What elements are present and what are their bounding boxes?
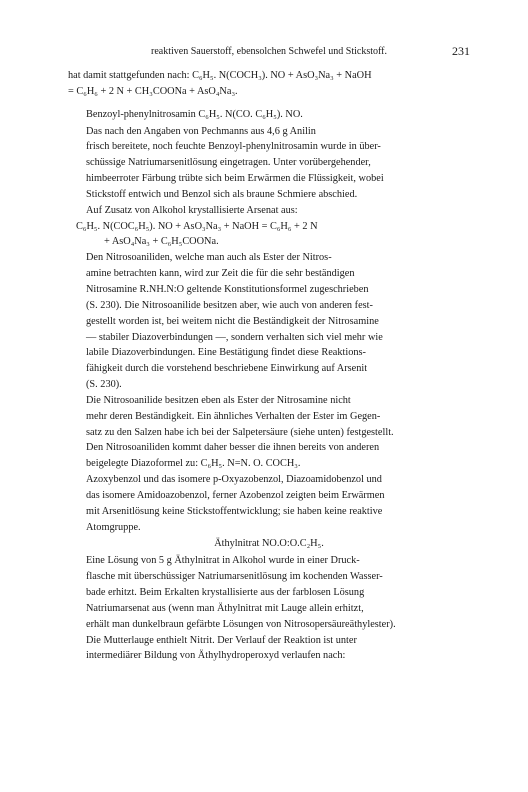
equation-line: hat damit stattgefunden nach: C₆H₅. N(COCH₃). NO + AsO₃Na₃ + NaOH [68,70,372,81]
paragraph-5 [68,553,470,664]
text-line: Die Nitrosoanilide besitzen eben als Ester der Nitrosamine nicht [86,394,351,406]
text-line: Stickstoff entwich und Benzol sich als braune Schmiere abschied. [86,188,358,200]
text-line: labile Diazoverbindungen. Eine Bestätigung findet diese Reaktions- [86,347,366,359]
equation-line: + AsO₄Na₃ + C₆H₅COONa. [104,236,219,248]
text-line: — stabiler Diazoverbindungen —, sondern verhalten sich viel mehr wie [86,331,383,343]
text-line: gestellt worden ist, bei weitem nicht die Beständigkeit der Nitrosamine [86,315,379,327]
text-line: erhält man dunkelbraun gefärbte Lösungen von Nitrosopersäureäthylester). [86,618,396,630]
equation-2 [68,219,470,251]
text-line: Den Nitrosoaniliden, welche man auch als Ester der Nitros- [86,252,332,264]
text-line: Die Mutterlauge enthielt Nitrit. Der Verlauf der Reaktion ist unter [86,634,357,646]
paragraph-1 [68,124,470,219]
text-line: Atomgruppe. [86,521,141,533]
paragraph-3 [68,393,470,472]
text-line: mehr deren Beständigkeit. Ein ähnliches Verhalten der Ester im Gegen- [86,410,381,422]
text-line: intermediärer Bildung von Äthylhydroperoxyd verlaufen nach: [86,650,346,662]
text-line: fähigkeit durch die vorstehend beschriebene Einwirkung auf Arsenit [86,363,368,375]
section-title-benzoyl-phenylnitrosamin: Benzoyl-phenylnitrosamin C₆H₅. N(CO. C₆H₅). NO. [86,108,303,120]
text-line: flasche mit überschüssiger Natriumarsenitlösung im kochenden Wasser- [86,571,383,583]
text-line: frisch bereitete, noch feuchte Benzoyl-phenylnitrosamin wurde in über- [86,141,381,153]
intro-equation [68,68,470,100]
equation-line: C₆H₅. N(COC₆H₅). NO + AsO₃Na₃ + NaOH = C₆H₆ + 2 N [76,220,318,232]
text-line: beigelegte Diazoformel zu: C₆H₅. N=N. O. COCH₃. [86,458,301,470]
section-title-aethylnitrat: Äthylnitrat NO.O:O.C₂H₅. [214,538,324,550]
text-line: Eine Lösung von 5 g Äthylnitrat in Alkohol wurde in einer Druck- [86,555,360,567]
text-line: mit Arsenitlösung keine Stickstoffentwicklung; sie haben keine reaktive [86,505,383,517]
text-line: Das nach den Angaben von Pechmanns aus 4,6 g Anilin [86,125,316,137]
text-line: Den Nitrosoaniliden kommt daher besser die ihnen bereits von anderen [86,442,380,454]
paragraph-4 [68,472,470,535]
text-line: satz zu den Salzen habe ich bei der Salpetersäure (siehe unten) festgestellt. [86,426,394,438]
running-header [68,44,470,60]
paragraph-2 [68,250,470,393]
text-line: amine betrachten kann, wird zur Zeit die für die sehr beständigen [86,268,355,280]
text-line: Nitrosamine R.NH.N:O geltende Konstitutionsformel zugeschrieben [86,283,369,295]
text-line: (S. 230). [86,379,122,391]
running-title: reaktiven Sauerstoff, ebensolchen Schwefel und Stickstoff. [151,46,387,57]
text-line: Natriumarsenat aus (wenn man Äthylnitrat mit Lauge allein erhitzt, [86,602,364,614]
equation-line: = C₆H₆ + 2 N + CH₃COONa + AsO₄Na₃. [68,85,238,97]
text-line: (S. 230). Die Nitrosoanilide besitzen aber, wie auch von anderen fest- [86,299,373,311]
text-line: Auf Zusatz von Alkohol krystallisierte Arsenat aus: [86,204,298,216]
page [68,44,470,664]
page-number: 231 [452,44,470,58]
text-line: schüssige Natriumarsenitlösung eingetragen. Unter vorübergehender, [86,157,371,169]
text-line: Azoxybenzol und das isomere p-Oxyazobenzol, Diazoamidobenzol und [86,474,382,486]
text-line: bade erhitzt. Beim Erkalten krystallisierte aus der farblosen Lösung [86,587,365,598]
text-line: das isomere Amidoazobenzol, ferner Azobenzol zeigten beim Erwärmen [86,489,385,501]
text-line: himbeerroter Färbung trübte sich beim Erwärmen die Flüssigkeit, wobei [86,173,384,185]
